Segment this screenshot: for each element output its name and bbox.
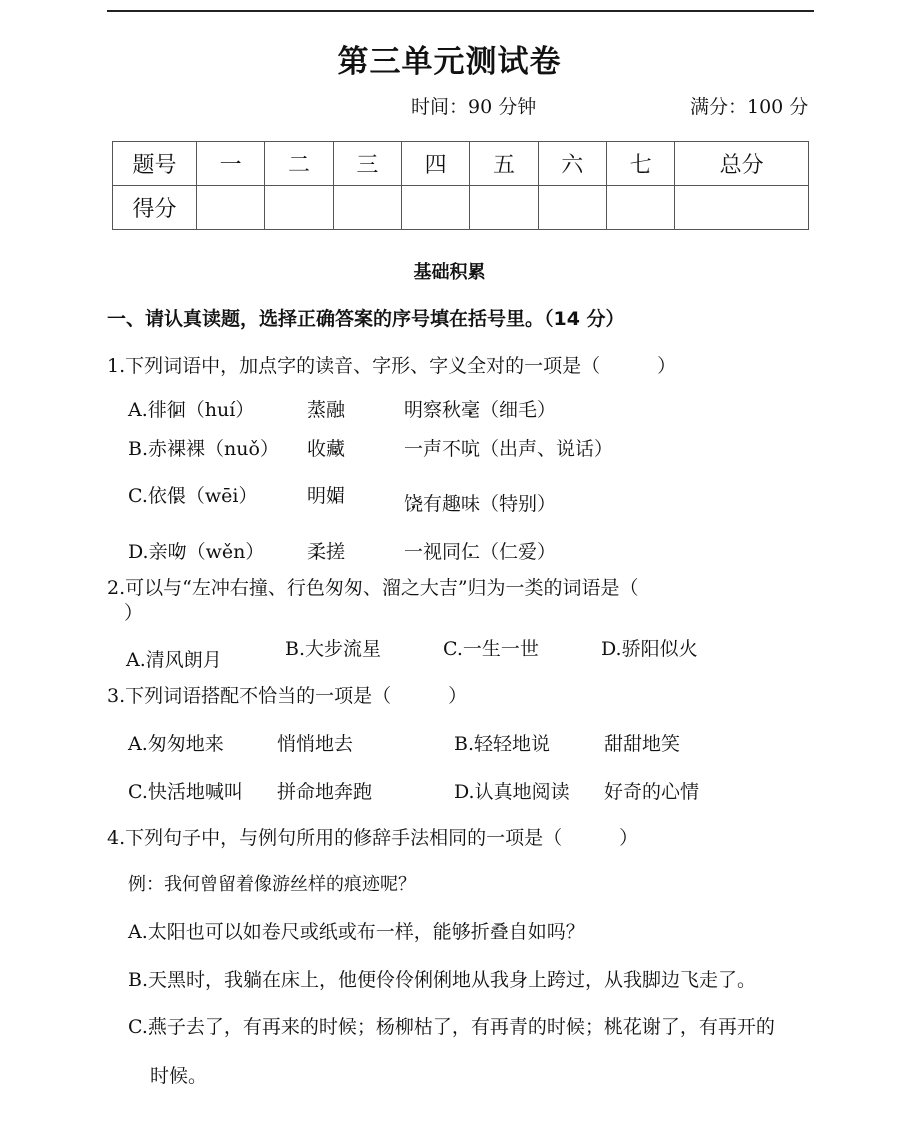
score-cell[interactable] xyxy=(538,186,606,230)
score-cell[interactable] xyxy=(333,186,401,230)
q4-stem: 4.下列句子中，与例句所用的修辞手法相同的一项是（ ） xyxy=(107,827,639,849)
q1-stem: 1.下列词语中，加点字的读音、字形、字义全对的一项是（ ） xyxy=(107,355,677,377)
q1-option-d-word2: 柔 •搓 xyxy=(307,537,345,564)
q3-option-d: D.认真地阅读 xyxy=(454,781,570,803)
score-table-header-cell: 六 xyxy=(538,142,606,186)
q3-option-c-phrase2: 拼命地奔跑 xyxy=(277,781,373,803)
score-table-header-cell: 二 xyxy=(265,142,333,186)
q3-option-a: A.匆匆地来 xyxy=(128,733,224,755)
q1-option-a-word2: 蒸 •融 xyxy=(307,395,345,422)
score-table-header-cell: 四 xyxy=(401,142,469,186)
q4-option-a: A.太阳也可以如卷尺或纸或布一样，能够折叠自如吗？ xyxy=(128,921,585,943)
score-table-header-row xyxy=(113,142,809,186)
q3-stem: 3.下列词语搭配不恰当的一项是（ ） xyxy=(107,685,468,707)
q1-option-d: D.亲吻 •（wěn） xyxy=(128,537,264,564)
part1-heading: 一、请认真读题，选择正确答案的序号填在括号里。（14 分） xyxy=(107,308,625,330)
q2-option-a: A.清风朗月 xyxy=(126,649,222,671)
section-title: 基础积累 xyxy=(413,262,486,283)
q3-option-c: C.快活地喊叫 xyxy=(128,781,243,803)
score-table-score-row xyxy=(113,186,809,230)
score-cell[interactable] xyxy=(470,186,538,230)
score-table-header-cell: 七 xyxy=(606,142,674,186)
score-table-header-cell: 总分 xyxy=(675,142,809,186)
q4-option-c-continued: 时候。 xyxy=(150,1065,208,1087)
q1-option-b-word2: 收藏 • xyxy=(307,434,345,461)
q3-option-b-phrase2: 甜甜地笑 xyxy=(604,733,681,755)
q1-option-a-word3: 明察秋毫 •（细毛） xyxy=(404,395,556,422)
q4-option-c: C.燕子去了，有再来的时候；杨柳枯了，有再青的时候；桃花谢了，有再开的 xyxy=(128,1016,775,1038)
q2-option-b: B.大步流星 xyxy=(285,638,382,660)
q4-example: 例：我何曾留着像游丝样的痕迹呢？ xyxy=(128,874,416,895)
q3-option-b: B.轻轻地说 xyxy=(454,733,551,755)
page-title: 第三单元测试卷 xyxy=(337,44,562,80)
score-cell[interactable] xyxy=(265,186,333,230)
q2-option-c: C.一生一世 xyxy=(443,638,539,660)
q4-option-b: B.天黑时，我躺在床上，他便伶伶俐俐地从我身上跨过，从我脚边飞走了。 xyxy=(128,969,757,991)
q2-stem-continued: ） xyxy=(124,602,144,624)
score-cell[interactable] xyxy=(197,186,265,230)
q3-option-a-phrase2: 悄悄地去 xyxy=(277,733,354,755)
score-cell[interactable] xyxy=(675,186,809,230)
score-cell[interactable] xyxy=(401,186,469,230)
time-label: 时间：90 分钟 xyxy=(411,96,537,118)
q2-option-d: D.骄阳似火 xyxy=(601,638,698,660)
score-table-header-cell: 一 xyxy=(197,142,265,186)
q1-option-a: A.徘徊 •（huí） xyxy=(128,395,254,422)
q3-option-d-phrase2: 好奇的心情 xyxy=(604,781,700,803)
q1-option-c: C.依偎 •（wēi） xyxy=(128,481,258,508)
q1-option-b-word3: 一声不吭 •（出声、说话） xyxy=(404,434,613,461)
q1-option-c-word2: 明媚 • xyxy=(307,481,345,508)
score-cell[interactable] xyxy=(606,186,674,230)
score-total-label: 满分：100 分 xyxy=(690,96,809,118)
q1-option-c-word3: 饶 •有趣味（特别） xyxy=(404,489,556,516)
score-table xyxy=(112,141,809,230)
q1-option-d-word3: 一视同仁 •（仁爱） xyxy=(404,537,556,564)
score-row-label: 得分 xyxy=(113,186,197,230)
score-table-header-cell: 题号 xyxy=(113,142,197,186)
q1-option-b: B.赤裸 •裸（nuǒ） xyxy=(128,434,279,461)
score-table-header-cell: 三 xyxy=(333,142,401,186)
score-table-header-cell: 五 xyxy=(470,142,538,186)
q2-stem: 2.可以与“左冲右撞、行色匆匆、溜之大吉”归为一类的词语是（ xyxy=(107,577,639,599)
top-rule xyxy=(107,10,814,12)
